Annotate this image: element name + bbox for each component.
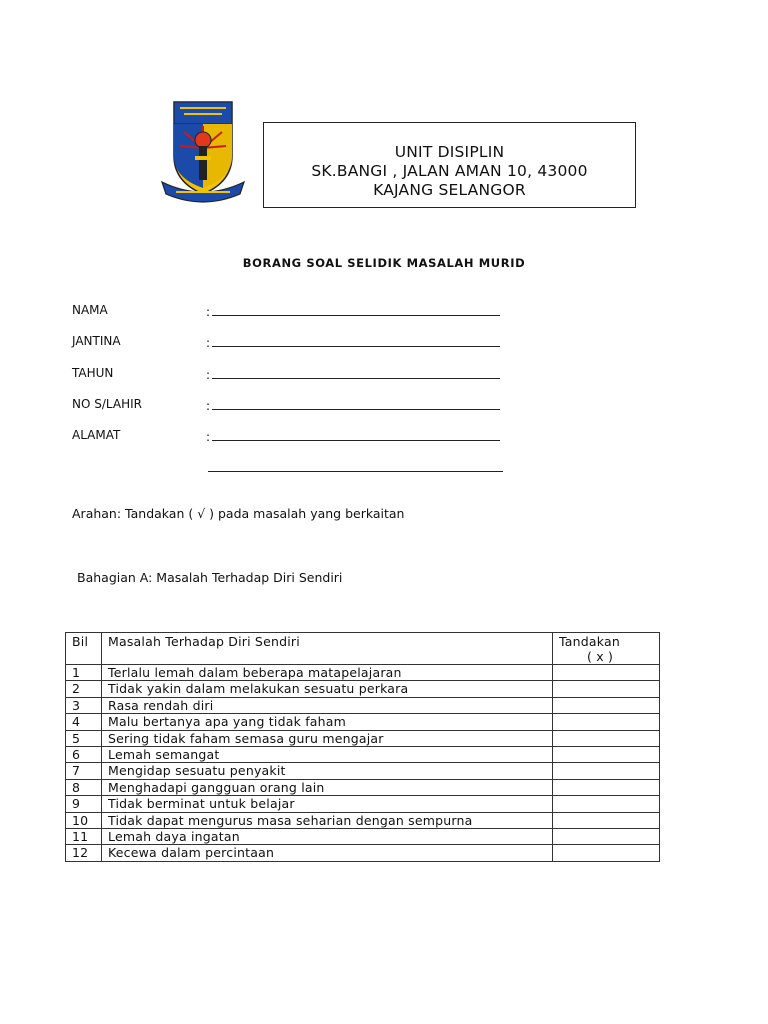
header-bil: Bil (66, 633, 102, 665)
field-alamat-line-2[interactable] (208, 470, 503, 472)
row-mark-cell[interactable] (553, 746, 660, 762)
field-jantina-line[interactable]: : (206, 334, 500, 350)
table-row (66, 697, 660, 713)
table-row (66, 828, 660, 844)
problem-table (65, 632, 660, 862)
row-number: 12 (66, 845, 102, 861)
row-problem-text: Tidak berminat untuk belajar (102, 796, 553, 812)
row-mark-cell[interactable] (553, 845, 660, 861)
row-problem-text: Tidak dapat mengurus masa seharian dengan sempurna (102, 812, 553, 828)
table-row (66, 796, 660, 812)
table-row (66, 812, 660, 828)
row-number: 8 (66, 779, 102, 795)
row-mark-cell[interactable] (553, 697, 660, 713)
header-tandakan-label: Tandakan (559, 634, 620, 649)
field-label-alamat: ALAMAT (72, 428, 121, 442)
row-mark-cell[interactable] (553, 812, 660, 828)
table-row (66, 779, 660, 795)
field-no-s-lahir-line[interactable]: : (206, 397, 500, 413)
row-number: 4 (66, 714, 102, 730)
row-mark-cell[interactable] (553, 681, 660, 697)
row-mark-cell[interactable] (553, 779, 660, 795)
table-row (66, 714, 660, 730)
row-number: 5 (66, 730, 102, 746)
table-row (66, 763, 660, 779)
school-address-line: SK.BANGI , JALAN AMAN 10, 43000 (311, 162, 588, 180)
form-title: BORANG SOAL SELIDIK MASALAH MURID (242, 256, 526, 270)
instruction-text: Arahan: Tandakan ( √ ) pada masalah yang berkaitan (72, 506, 405, 521)
row-number: 2 (66, 681, 102, 697)
table-row (66, 681, 660, 697)
row-problem-text: Rasa rendah diri (102, 697, 553, 713)
row-mark-cell[interactable] (553, 665, 660, 681)
header-tandakan-mark: ( x ) (587, 649, 614, 664)
table-row (66, 730, 660, 746)
row-problem-text: Kecewa dalam percintaan (102, 845, 553, 861)
row-problem-text: Mengidap sesuatu penyakit (102, 763, 553, 779)
row-number: 10 (66, 812, 102, 828)
field-label-no-s-lahir: NO S/LAHIR (72, 397, 142, 411)
header-tandakan (553, 633, 660, 665)
row-problem-text: Tidak yakin dalam melakukan sesuatu perkara (102, 681, 553, 697)
row-problem-text: Menghadapi gangguan orang lain (102, 779, 553, 795)
table-row (66, 665, 660, 681)
row-mark-cell[interactable] (553, 730, 660, 746)
field-nama-line[interactable]: : (206, 303, 500, 319)
row-mark-cell[interactable] (553, 763, 660, 779)
field-alamat-line[interactable]: : (206, 428, 500, 444)
field-label-jantina: JANTINA (72, 334, 121, 348)
row-number: 6 (66, 746, 102, 762)
row-problem-text: Terlalu lemah dalam beberapa matapelajaran (102, 665, 553, 681)
row-number: 1 (66, 665, 102, 681)
table-row (66, 746, 660, 762)
school-city-line: KAJANG SELANGOR (373, 181, 526, 199)
row-number: 3 (66, 697, 102, 713)
table-row (66, 845, 660, 861)
row-problem-text: Malu bertanya apa yang tidak faham (102, 714, 553, 730)
row-problem-text: Sering tidak faham semasa guru mengajar (102, 730, 553, 746)
field-tahun-line[interactable]: : (206, 366, 500, 382)
row-number: 9 (66, 796, 102, 812)
unit-title: UNIT DISIPLIN (394, 143, 505, 161)
row-problem-text: Lemah daya ingatan (102, 828, 553, 844)
school-crest-logo (160, 98, 246, 206)
row-mark-cell[interactable] (553, 828, 660, 844)
row-mark-cell[interactable] (553, 796, 660, 812)
row-problem-text: Lemah semangat (102, 746, 553, 762)
field-label-tahun: TAHUN (72, 366, 114, 380)
school-header-box (263, 122, 636, 208)
header-masalah: Masalah Terhadap Diri Sendiri (102, 633, 553, 665)
field-label-nama: NAMA (72, 303, 108, 317)
section-a-heading: Bahagian A: Masalah Terhadap Diri Sendiri (77, 570, 343, 585)
row-mark-cell[interactable] (553, 714, 660, 730)
row-number: 7 (66, 763, 102, 779)
table-header-row (66, 633, 660, 665)
row-number: 11 (66, 828, 102, 844)
